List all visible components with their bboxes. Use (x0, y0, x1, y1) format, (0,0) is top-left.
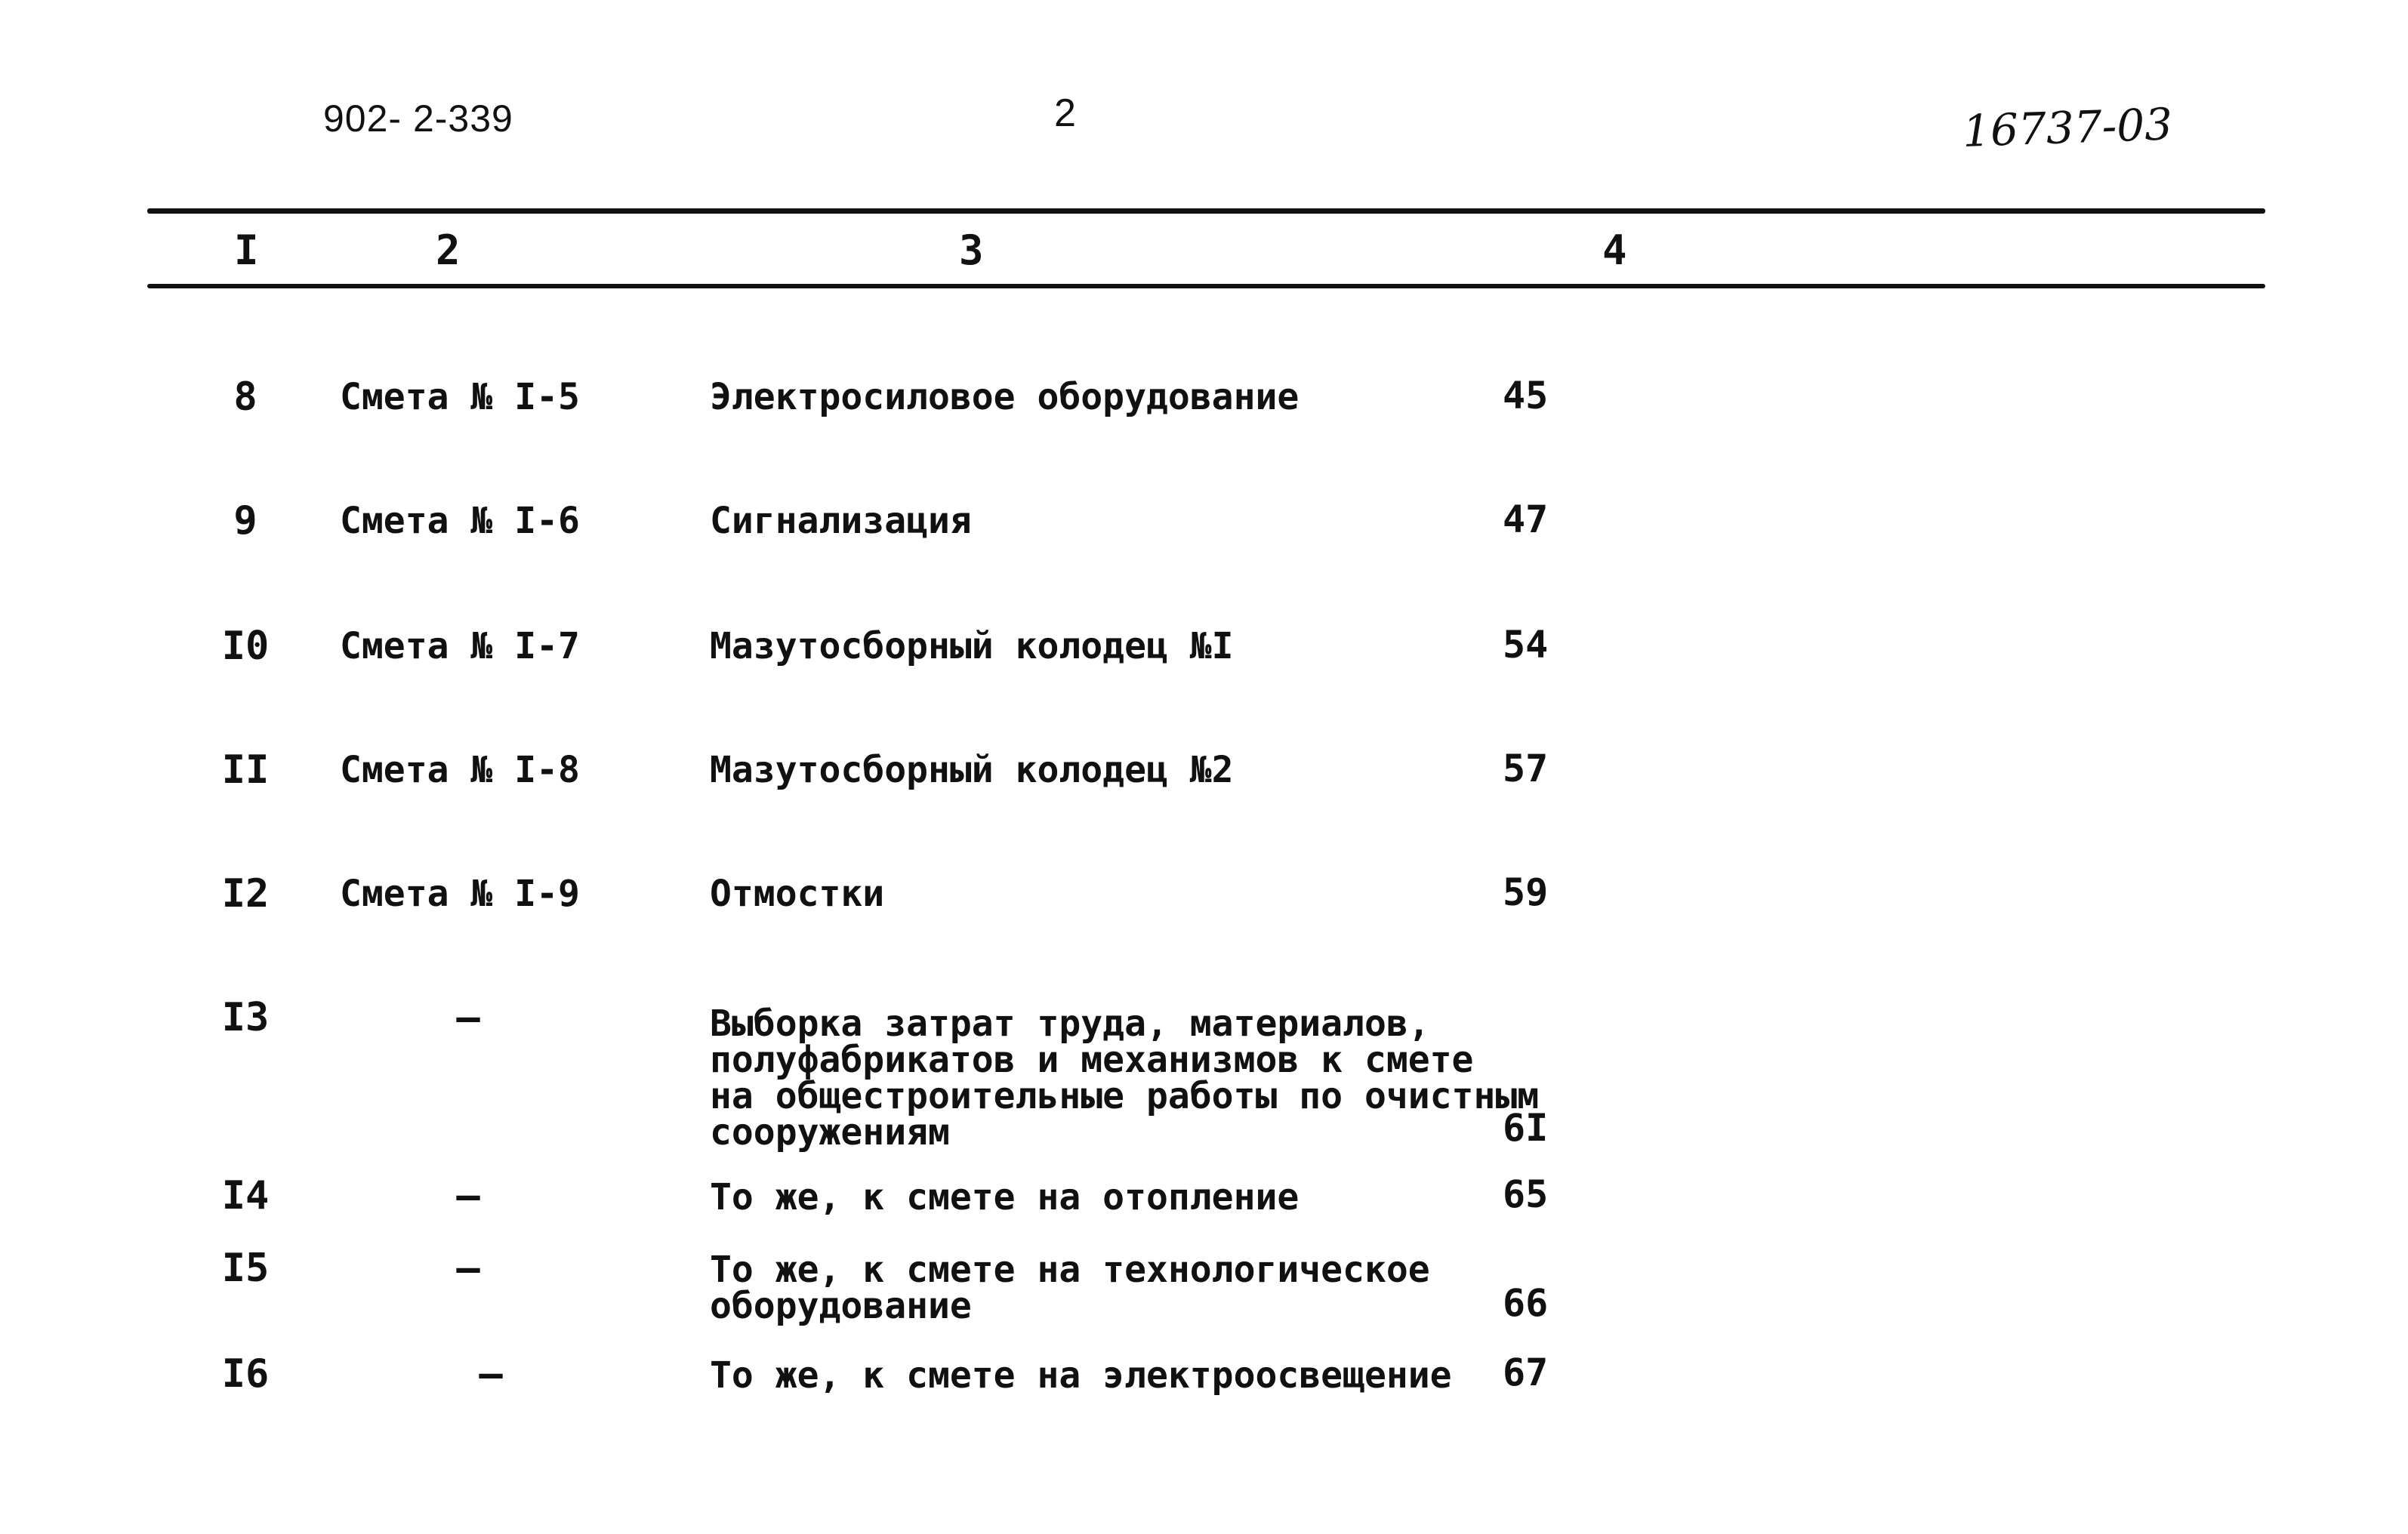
row-number: I0 (221, 624, 270, 669)
row-title: Выборка затрат труда, материалов, полуфабрикатов и механизмов к смете на общестроительные работы по очистным сооружениям (710, 1003, 1540, 1154)
estimate-reference: — (479, 1351, 503, 1397)
row-title: Мазутосборный колодец №2 (710, 749, 1234, 791)
row-page: 66 (1503, 1281, 1549, 1325)
row-number: I2 (221, 871, 270, 916)
row-title: Электросиловое оборудование (710, 376, 1300, 418)
column-header-1: I (234, 226, 259, 274)
row-page: 45 (1503, 374, 1549, 417)
row-title: То же, к смете на технологическое оборудование (710, 1249, 1430, 1327)
row-title: Мазутосборный колодец №I (710, 625, 1234, 667)
estimate-reference: Смета № I-6 (340, 500, 580, 542)
estimate-reference: – (456, 1246, 480, 1291)
row-number: 9 (233, 498, 257, 544)
row-page: 54 (1503, 623, 1549, 667)
row-title: То же, к смете на электроосвещение (710, 1354, 1452, 1397)
row-title: То же, к смете на отопление (710, 1176, 1300, 1218)
estimate-reference: — (456, 995, 480, 1040)
page-number: 2 (1054, 91, 1076, 135)
column-header-3: 3 (959, 226, 984, 274)
estimate-reference: Смета № I-5 (340, 376, 580, 418)
row-title: Сигнализация (710, 500, 972, 542)
row-page: 65 (1503, 1172, 1549, 1216)
estimate-reference: — (456, 1173, 480, 1218)
handwritten-inventory-number: 16737-03 (1962, 98, 2174, 157)
table-header-bottom-rule (147, 284, 2265, 288)
row-page: 67 (1503, 1351, 1549, 1394)
estimate-reference: Смета № I-9 (340, 873, 580, 915)
row-number: I3 (221, 995, 270, 1040)
row-number: 8 (233, 374, 257, 420)
row-page: 59 (1503, 870, 1549, 914)
row-number: I4 (221, 1173, 270, 1218)
row-title: Отмостки (710, 873, 885, 915)
row-page: 6I (1503, 1106, 1549, 1150)
column-header-4: 4 (1602, 226, 1627, 274)
document-code: 902- 2-339 (323, 97, 513, 140)
estimate-reference: Смета № I-7 (340, 625, 580, 667)
row-number: II (221, 747, 270, 793)
row-page: 47 (1503, 497, 1549, 541)
row-number: I5 (221, 1246, 270, 1291)
row-number: I6 (221, 1351, 270, 1397)
column-header-2: 2 (436, 226, 461, 274)
estimate-reference: Смета № I-8 (340, 749, 580, 791)
table-top-rule (147, 208, 2265, 214)
row-page: 57 (1503, 747, 1549, 790)
